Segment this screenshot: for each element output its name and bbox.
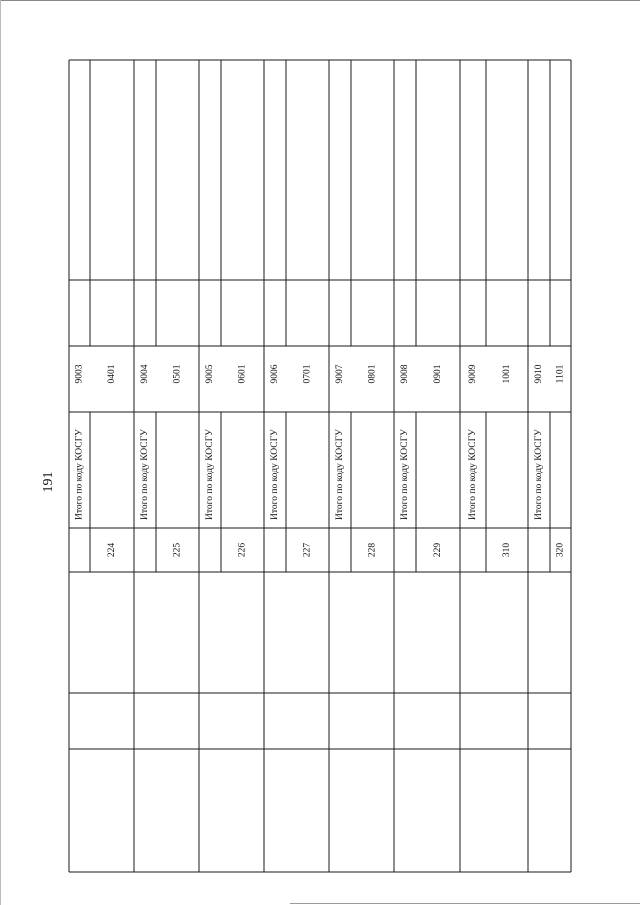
detail-row-code: 0501 — [172, 364, 183, 384]
detail-row-code: 0401 — [107, 364, 117, 384]
total-row-code: 9006 — [270, 364, 280, 384]
detail-row-code: 1001 — [502, 364, 512, 384]
detail-row-code: 0801 — [367, 364, 378, 384]
kosgu-code: 228 — [367, 542, 378, 558]
total-row-code: 9008 — [400, 364, 410, 384]
kosgu-total-label: Итого по коду КОСГУ — [74, 429, 85, 520]
kosgu-total-label: Итого по коду КОСГУ — [468, 429, 478, 520]
kosgu-code: 226 — [237, 542, 248, 558]
detail-row-code: 0601 — [237, 364, 248, 384]
total-row-code: 9004 — [140, 364, 150, 384]
detail-row-code: 1101 — [555, 364, 566, 384]
kosgu-total-label: Итого по коду КОСГУ — [270, 429, 280, 520]
total-row-code: 9005 — [205, 364, 215, 384]
kosgu-code: 310 — [502, 542, 512, 558]
kosgu-total-label: Итого по коду КОСГУ — [205, 429, 215, 520]
kosgu-code: 227 — [302, 542, 313, 558]
total-row-code: 9003 — [74, 364, 85, 384]
kosgu-code: 225 — [172, 542, 183, 558]
detail-row-code: 0701 — [302, 364, 313, 384]
kosgu-code: 224 — [107, 542, 117, 558]
kosgu-total-label: Итого по коду КОСГУ — [335, 429, 345, 520]
kosgu-total-label: Итого по коду КОСГУ — [400, 429, 410, 520]
total-row-code: 9010 — [534, 364, 544, 384]
kosgu-total-label: Итого по коду КОСГУ — [140, 429, 150, 520]
kosgu-code: 229 — [433, 542, 443, 558]
detail-row-code: 0901 — [433, 364, 443, 384]
kosgu-total-label: Итого по коду КОСГУ — [534, 429, 544, 520]
kosgu-code: 320 — [555, 542, 566, 558]
total-row-code: 9009 — [468, 364, 478, 384]
total-row-code: 9007 — [335, 364, 345, 384]
page-number: 191 — [41, 471, 56, 493]
